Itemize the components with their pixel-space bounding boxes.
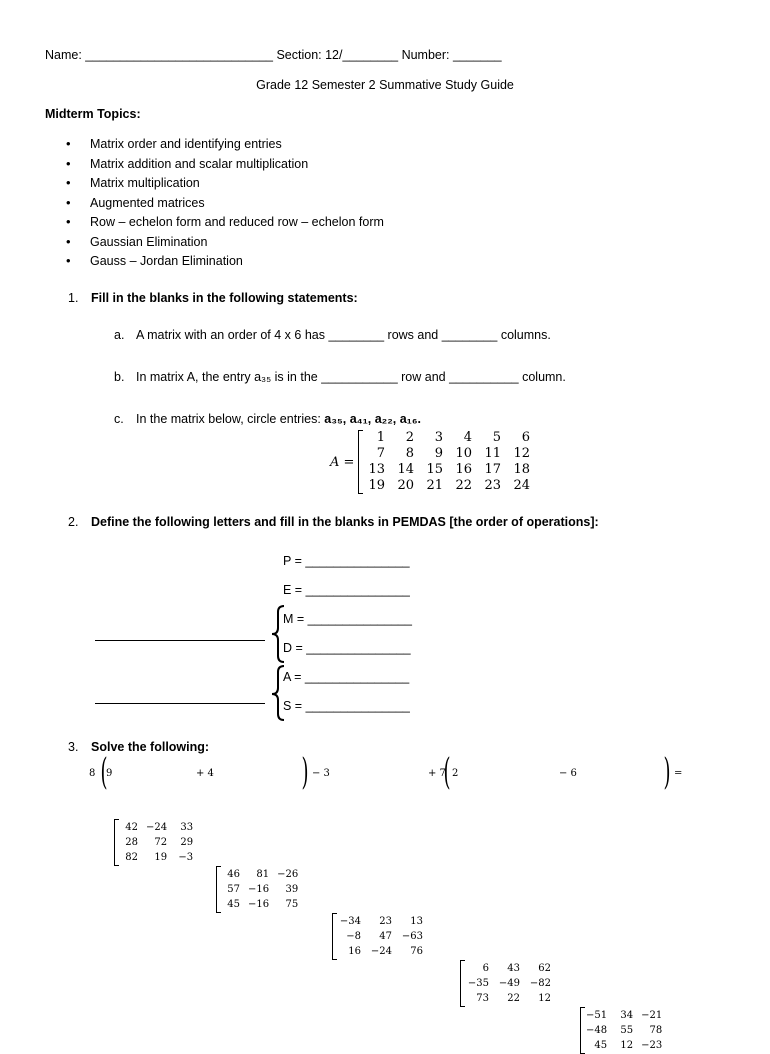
matrix-entry: 46	[227, 869, 240, 880]
matrix-entry: 57	[227, 884, 240, 895]
matrix-row	[219, 868, 301, 881]
matrix-row	[117, 821, 196, 834]
matrix-entry: 9	[434, 446, 443, 461]
matrix-entry: 22	[507, 993, 520, 1004]
matrix-row	[359, 462, 533, 478]
matrix-entry: −48	[586, 1025, 608, 1036]
matrix-entry: 55	[620, 1025, 634, 1036]
q1a-text: A matrix with an order of 4 x 6 has ________ rows and ________ columns.	[136, 328, 551, 342]
op-plus7: + 7	[428, 768, 446, 779]
matrix-entry: 76	[410, 946, 423, 957]
matrix-entry: 10	[455, 446, 472, 461]
matrix-5	[580, 1007, 770, 1054]
matrix-entry: 15	[426, 462, 443, 477]
matrix-row	[219, 898, 301, 911]
matrix-row	[583, 1009, 665, 1022]
matrix-row	[359, 430, 533, 446]
matrix-row	[219, 883, 301, 896]
matrix-entry: 4	[463, 430, 472, 445]
matrix-entry: −26	[277, 869, 299, 880]
matrix-entry: 39	[285, 884, 299, 895]
matrix-entry: 8	[405, 446, 414, 461]
coef-9: 9	[106, 768, 113, 779]
op-equals: =	[674, 768, 683, 779]
matrix-entry: 81	[256, 869, 270, 880]
q1c-label: c.	[114, 412, 124, 426]
matrix-2	[216, 866, 770, 913]
matrix-entry: −63	[401, 931, 423, 942]
matrix-entry: −82	[529, 978, 551, 989]
q1-number: 1.	[68, 291, 79, 305]
pemdas-e: E = _______________	[283, 583, 410, 597]
q1a-label: a.	[114, 328, 125, 342]
matrix-entry: 20	[397, 478, 414, 493]
matrix-entry: 7	[376, 446, 385, 461]
matrix-entry: 13	[368, 462, 385, 477]
matrix-entry: 19	[154, 852, 168, 863]
matrix-a-label: A =	[330, 455, 355, 470]
matrix-entry: 82	[125, 852, 138, 863]
q1c-prefix: In the matrix below, circle entries:	[136, 412, 325, 426]
matrix-entry: 19	[368, 478, 385, 493]
matrix-entry: 18	[513, 462, 530, 477]
matrix-entry: 16	[455, 462, 472, 477]
matrix-entry: −24	[370, 946, 392, 957]
q1c-text	[136, 412, 421, 426]
name-section-number-line: Name: ___________________________ Section: 12/________ Number: _______	[45, 48, 502, 62]
q1b-label: b.	[114, 370, 125, 384]
matrix-entry: 13	[410, 916, 423, 927]
matrix-entry: 17	[484, 462, 501, 477]
paren-open-icon: (	[443, 752, 451, 793]
matrix-entry: 24	[513, 478, 530, 493]
matrix-entry: 5	[492, 430, 501, 445]
answer-line-md	[95, 640, 265, 641]
matrix-entry: 6	[482, 963, 489, 974]
pemdas-p: P = _______________	[283, 554, 410, 568]
matrix-entry: 34	[620, 1010, 634, 1021]
matrix-row	[463, 962, 554, 975]
matrix-3	[332, 913, 770, 960]
op-minus6: − 6	[559, 768, 577, 779]
list-item: • Augmented matrices	[66, 195, 384, 215]
matrix-a	[358, 430, 770, 494]
midterm-topics-heading: Midterm Topics:	[45, 107, 141, 121]
matrix-row	[583, 1024, 665, 1037]
matrix-entry: 72	[154, 837, 168, 848]
op-minus3: − 3	[312, 768, 330, 779]
matrix-entry: 22	[455, 478, 472, 493]
list-item: • Gauss – Jordan Elimination	[66, 253, 384, 273]
matrix-entry: 42	[125, 822, 138, 833]
paren-close-icon: )	[663, 752, 671, 793]
matrix-row	[335, 930, 426, 943]
matrix-row	[583, 1039, 665, 1052]
matrix-entry: −35	[467, 978, 489, 989]
list-item: • Gaussian Elimination	[66, 234, 384, 254]
matrix-entry: 14	[397, 462, 414, 477]
matrix-entry: −3	[178, 852, 194, 863]
q2-number: 2.	[68, 515, 79, 529]
list-item: • Matrix multiplication	[66, 175, 384, 195]
matrix-4	[460, 960, 770, 1007]
pemdas-s: S = _______________	[283, 699, 410, 713]
paren-open-icon: (	[100, 752, 108, 793]
matrix-entry: −16	[248, 884, 270, 895]
topics-list	[66, 136, 384, 273]
matrix-entry: 78	[649, 1025, 663, 1036]
matrix-entry: −8	[346, 931, 361, 942]
answer-line-as	[95, 703, 265, 704]
matrix-row	[359, 446, 533, 462]
matrix-row	[335, 945, 426, 958]
coef-8: 8	[89, 768, 96, 779]
matrix-1	[114, 819, 770, 866]
op-plus4: + 4	[196, 768, 214, 779]
matrix-entry: −51	[586, 1010, 608, 1021]
matrix-row	[359, 478, 533, 494]
matrix-entry: −34	[339, 916, 361, 927]
matrix-entry: 16	[348, 946, 361, 957]
matrix-entry: −21	[641, 1010, 663, 1021]
matrix-entry: 12	[620, 1040, 634, 1051]
brace-icon	[270, 604, 286, 724]
matrix-entry: 1	[376, 430, 385, 445]
matrix-entry: −23	[641, 1040, 663, 1051]
pemdas-d: D = _______________	[283, 641, 411, 655]
matrix-entry: 28	[125, 837, 138, 848]
matrix-row	[463, 977, 554, 990]
matrix-row	[117, 851, 196, 864]
matrix-entry: 45	[227, 899, 240, 910]
pemdas-a: A = _______________	[283, 670, 410, 684]
matrix-entry: 23	[379, 916, 392, 927]
matrix-entry: 12	[513, 446, 530, 461]
matrix-entry: 11	[484, 446, 501, 461]
q3-number: 3.	[68, 740, 79, 754]
document-title: Grade 12 Semester 2 Summative Study Guide	[256, 78, 514, 92]
matrix-entry: −49	[498, 978, 520, 989]
matrix-entry: 73	[476, 993, 489, 1004]
matrix-entry: 12	[538, 993, 551, 1004]
q2-prompt: Define the following letters and fill in the blanks in PEMDAS [the order of operations]:	[91, 515, 599, 529]
matrix-entry: 33	[180, 822, 194, 833]
matrix-entry: 21	[426, 478, 443, 493]
paren-close-icon: )	[301, 752, 309, 793]
matrix-entry: 29	[180, 837, 194, 848]
list-item: • Matrix order and identifying entries	[66, 136, 384, 156]
q3-prompt: Solve the following:	[91, 740, 210, 754]
matrix-entry: 43	[507, 963, 520, 974]
list-item: • Matrix addition and scalar multiplication	[66, 156, 384, 176]
q1c-entries: a₃₅, a₄₁, a₂₂, a₁₆.	[324, 412, 421, 426]
matrix-entry: 6	[521, 430, 530, 445]
list-item: • Row – echelon form and reduced row – echelon form	[66, 214, 384, 234]
coef-2: 2	[452, 768, 459, 779]
matrix-row	[463, 992, 554, 1005]
matrix-entry: 2	[405, 430, 414, 445]
matrix-entry: 75	[285, 899, 299, 910]
matrix-entry: 62	[538, 963, 551, 974]
pemdas-m: M = _______________	[283, 612, 412, 626]
matrix-entry: 47	[379, 931, 392, 942]
matrix-entry: −24	[146, 822, 168, 833]
matrix-entry: 45	[594, 1040, 608, 1051]
matrix-entry: 3	[434, 430, 443, 445]
matrix-row	[117, 836, 196, 849]
matrix-entry: −16	[248, 899, 270, 910]
q1-prompt: Fill in the blanks in the following statements:	[91, 291, 358, 305]
q1b-text: In matrix A, the entry a₃₅ is in the ___________ row and __________ column.	[136, 370, 566, 384]
matrix-row	[335, 915, 426, 928]
matrix-entry: 23	[484, 478, 501, 493]
